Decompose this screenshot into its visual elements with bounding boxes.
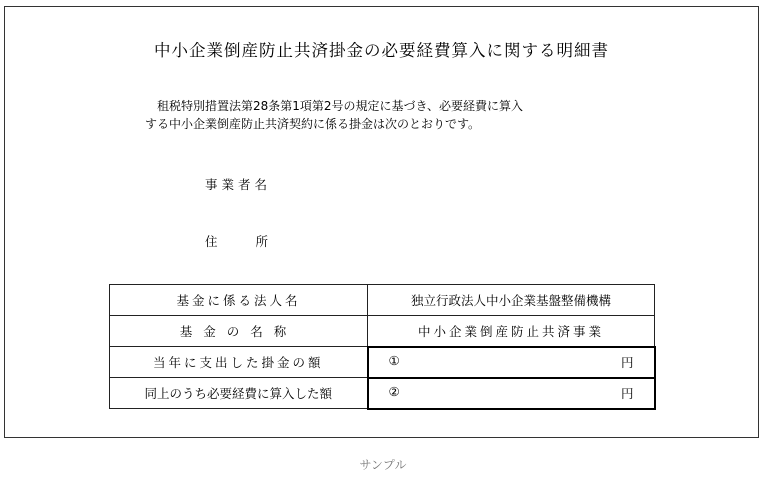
fund-corporation-label: 基金に係る法人名 [110, 285, 368, 316]
address-label [205, 232, 272, 250]
details-table [109, 284, 656, 410]
premium-paid-marker: ① [388, 353, 400, 368]
table-row [110, 316, 655, 347]
fund-name-label: 基金の名称 [110, 316, 368, 347]
expense-included-label: 同上のうち必要経費に算入した額 [110, 378, 368, 409]
address-label-part1: 住 [205, 234, 222, 249]
table-row [110, 347, 655, 378]
address-label-part2: 所 [255, 234, 273, 249]
statute-paragraph [145, 97, 523, 133]
premium-paid-unit: 円 [620, 355, 634, 370]
document-title: 中小企業倒産防止共済掛金の必要経費算入に関する明細書 [154, 41, 609, 60]
table-row [110, 285, 655, 316]
expense-included-amount-field[interactable] [368, 378, 655, 409]
paragraph-line-2: する中小企業倒産防止共済契約に係る掛金は次のとおりです。 [145, 117, 481, 131]
premium-paid-amount-field[interactable] [368, 347, 655, 378]
expense-included-unit: 円 [620, 386, 634, 401]
business-name-label: 事業者名 [205, 177, 272, 192]
premium-paid-label: 当年に支出した掛金の額 [110, 347, 368, 378]
sample-caption: サンプル [359, 458, 407, 472]
paragraph-line-1: 租税特別措置法第28条第1項第2号の規定に基づき、必要経費に算入 [157, 99, 524, 113]
fund-name-value: 中小企業倒産防止共済事業 [368, 316, 655, 347]
fund-corporation-value: 独立行政法人中小企業基盤整備機構 [368, 285, 655, 316]
table-row [110, 378, 655, 409]
expense-included-marker: ② [388, 384, 400, 399]
